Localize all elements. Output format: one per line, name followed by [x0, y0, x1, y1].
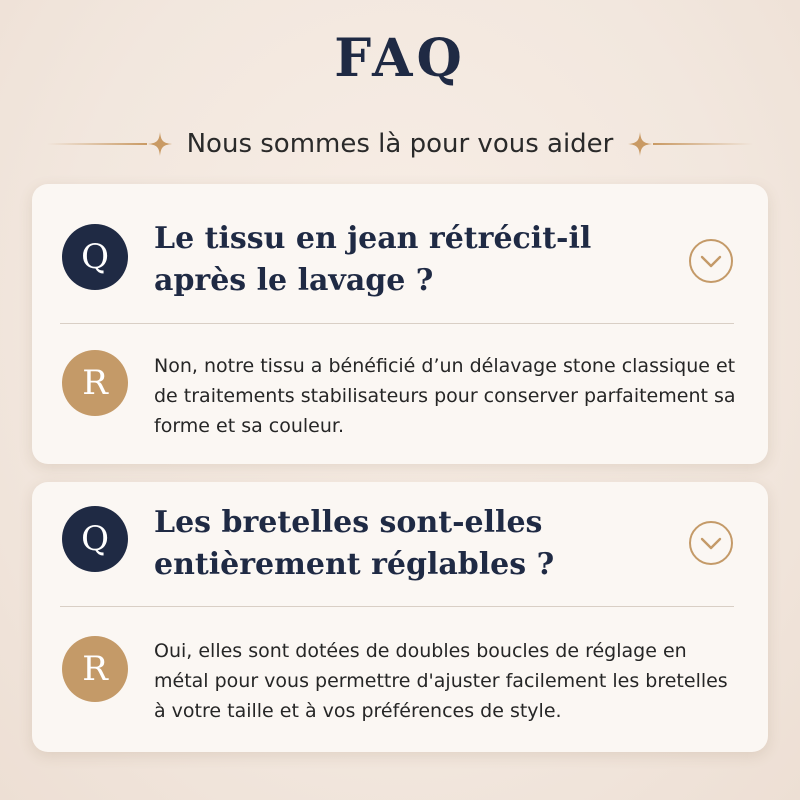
left-ornament	[47, 131, 173, 157]
sparkle-icon	[627, 131, 653, 157]
question-badge: Q	[62, 506, 128, 572]
chevron-down-icon[interactable]	[688, 520, 734, 566]
faq-answer: Non, notre tissu a bénéficié d’un délavage stone classique et de traitements stabilisateurs pour conserver parfaitement sa forme et sa couleur.	[154, 355, 736, 437]
chevron-down-icon[interactable]	[688, 238, 734, 284]
subtitle-row	[0, 122, 800, 166]
divider	[60, 323, 734, 324]
page-title: FAQ	[334, 28, 466, 89]
answer-badge: R	[62, 350, 128, 416]
divider	[60, 606, 734, 607]
sparkle-icon	[147, 131, 173, 157]
faq-question[interactable]: Le tissu en jean rétrécit-il après le lavage ?	[154, 221, 592, 298]
faq-answer: Oui, elles sont dotées de doubles boucles de réglage en métal pour vous permettre d'ajuster facilement les bretelles à votre taille et à vos préférences de style.	[154, 640, 728, 722]
faq-card	[32, 184, 768, 464]
answer-badge: R	[62, 636, 128, 702]
page-subtitle: Nous sommes là pour vous aider	[186, 129, 614, 159]
faq-card	[32, 482, 768, 752]
question-badge: Q	[62, 224, 128, 290]
right-ornament	[627, 131, 753, 157]
faq-question[interactable]: Les bretelles sont-elles entièrement réglables ?	[154, 505, 555, 582]
